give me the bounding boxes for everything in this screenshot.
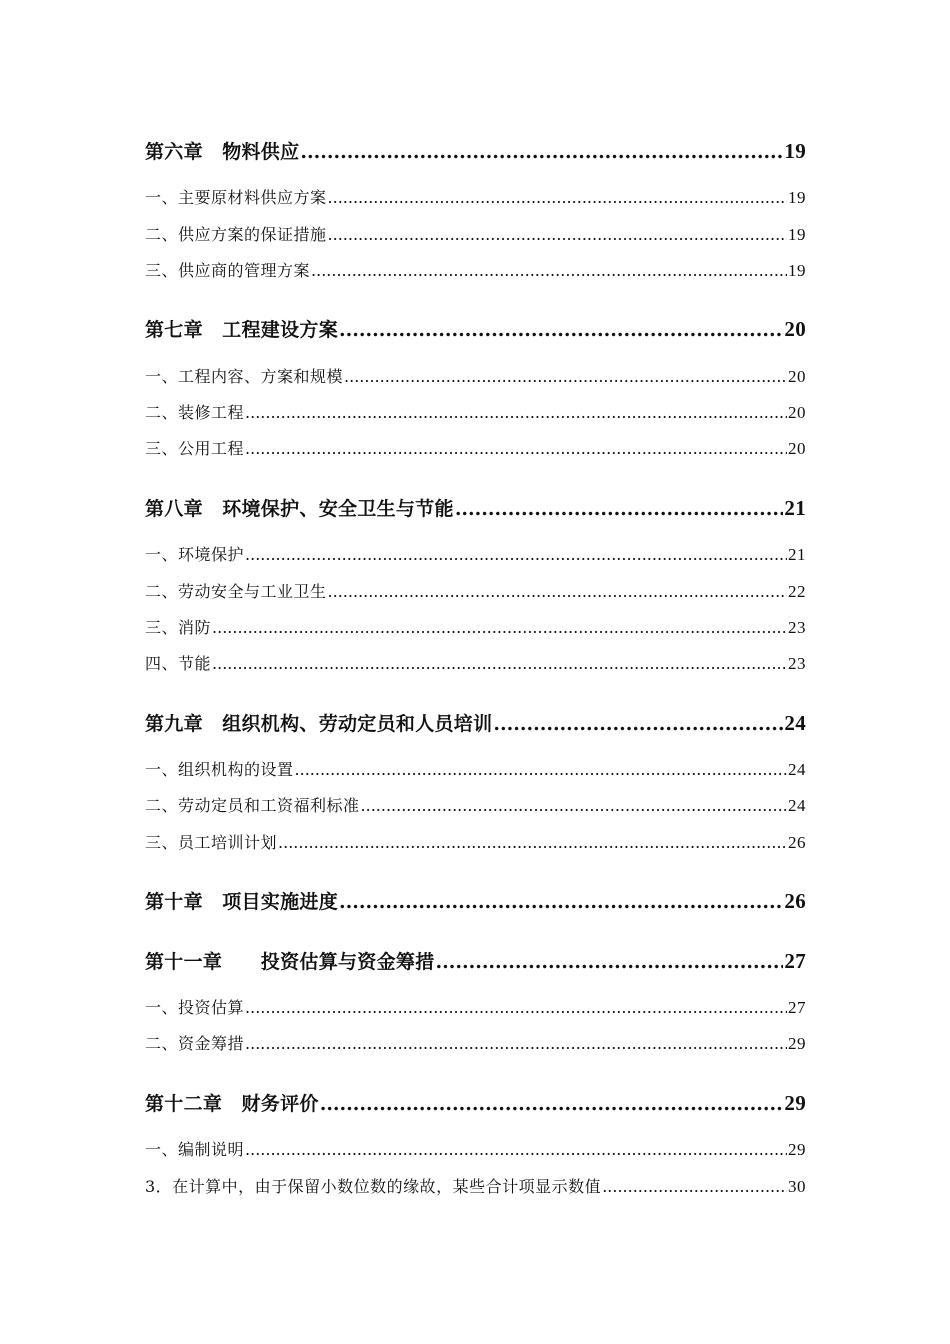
toc-section-entry[interactable]	[145, 830, 806, 853]
toc-entry-title: 第十二章 财务评价	[145, 1093, 319, 1115]
toc-page-number: 30	[788, 1177, 806, 1196]
toc-entry-title: 第六章 物料供应	[145, 141, 300, 163]
toc-page-number: 21	[788, 545, 806, 564]
toc-page-number: 24	[784, 711, 806, 735]
dot-leader	[300, 141, 783, 163]
toc-entry-title: 二、劳动定员和工资福利标准	[145, 796, 360, 815]
toc-page-number: 24	[788, 796, 806, 815]
dot-leader	[602, 1177, 787, 1196]
dot-leader	[320, 1093, 784, 1115]
toc-entry-title: 一、工程内容、方案和规模	[145, 367, 344, 386]
toc-entry-title: 三、消防	[145, 618, 212, 637]
dot-leader	[245, 998, 787, 1017]
toc-section-entry[interactable]	[145, 995, 806, 1018]
dot-leader	[295, 760, 787, 779]
dot-leader	[328, 188, 787, 207]
toc-section-entry[interactable]	[145, 400, 806, 423]
toc-section-entry[interactable]	[145, 615, 806, 638]
toc-section-entry[interactable]	[145, 793, 806, 816]
toc-entry-title: 二、资金筹措	[145, 1034, 245, 1053]
dot-leader	[339, 319, 783, 341]
toc-page-number: 27	[784, 949, 806, 973]
dot-leader	[245, 1140, 787, 1159]
toc-entry-title: 四、节能	[145, 654, 212, 673]
dot-leader	[344, 367, 787, 386]
dot-leader	[311, 261, 787, 280]
toc-chapter-entry[interactable]	[145, 887, 806, 914]
toc-entry-title: 一、组织机构的设置	[145, 760, 294, 779]
dot-leader	[212, 654, 787, 673]
toc-entry-title: 第十章 项目实施进度	[145, 891, 339, 913]
dot-leader	[339, 891, 783, 913]
toc-entry-title: 一、编制说明	[145, 1140, 245, 1159]
toc-page-number: 19	[784, 139, 806, 163]
toc-chapter-entry[interactable]	[145, 315, 806, 342]
toc-entry-title: 第八章 环境保护、安全卫生与节能	[145, 498, 454, 520]
toc-page-number: 29	[784, 1091, 806, 1115]
table-of-contents	[145, 0, 806, 1344]
dot-leader	[245, 545, 787, 564]
toc-entry-title: 三、供应商的管理方案	[145, 261, 311, 280]
toc-section-entry[interactable]	[145, 436, 806, 459]
toc-section-entry[interactable]	[145, 757, 806, 780]
dot-leader	[245, 1034, 787, 1053]
toc-entry-title: 三、员工培训计划	[145, 833, 278, 852]
toc-page-number: 20	[788, 439, 806, 458]
toc-chapter-entry[interactable]	[145, 1089, 806, 1116]
dot-leader	[328, 225, 787, 244]
toc-page-number: 20	[784, 317, 806, 341]
toc-page-number: 26	[784, 889, 806, 913]
toc-page-number: 20	[788, 403, 806, 422]
toc-entry-title: 一、环境保护	[145, 545, 245, 564]
toc-chapter-entry[interactable]	[145, 137, 806, 164]
toc-entry-title: 第七章 工程建设方案	[145, 319, 339, 341]
toc-entry-title: 二、劳动安全与工业卫生	[145, 582, 327, 601]
toc-page-number: 29	[788, 1034, 806, 1053]
toc-entry-title: 二、供应方案的保证措施	[145, 225, 327, 244]
toc-entry-title: 二、装修工程	[145, 403, 245, 422]
dot-leader	[361, 796, 787, 815]
toc-page-number: 20	[788, 367, 806, 386]
toc-entry-title: 一、投资估算	[145, 998, 245, 1017]
dot-leader	[245, 403, 787, 422]
toc-section-entry[interactable]	[145, 258, 806, 281]
toc-entry-title: 一、主要原材料供应方案	[145, 188, 327, 207]
toc-entry-title: 三、公用工程	[145, 439, 245, 458]
toc-page-number: 19	[788, 188, 806, 207]
toc-page-number: 24	[788, 760, 806, 779]
toc-page-number: 21	[784, 496, 806, 520]
dot-leader	[278, 833, 787, 852]
dot-leader	[245, 439, 787, 458]
toc-page-number: 26	[788, 833, 806, 852]
toc-section-entry[interactable]	[145, 185, 806, 208]
dot-leader	[328, 582, 787, 601]
toc-page-number: 23	[788, 618, 806, 637]
toc-section-entry[interactable]	[145, 542, 806, 565]
dot-leader	[436, 951, 784, 973]
toc-page-number: 19	[788, 225, 806, 244]
dot-leader	[212, 618, 787, 637]
toc-section-entry[interactable]	[145, 651, 806, 674]
toc-section-entry[interactable]	[145, 1137, 806, 1160]
toc-section-entry[interactable]	[145, 1174, 806, 1197]
toc-page-number: 27	[788, 998, 806, 1017]
toc-chapter-entry[interactable]	[145, 709, 806, 736]
toc-page-number: 29	[788, 1140, 806, 1159]
dot-leader	[493, 713, 783, 735]
toc-section-entry[interactable]	[145, 579, 806, 602]
toc-section-entry[interactable]	[145, 1031, 806, 1054]
toc-entry-title: 第九章 组织机构、劳动定员和人员培训	[145, 713, 493, 735]
toc-section-entry[interactable]	[145, 364, 806, 387]
dot-leader	[455, 498, 784, 520]
toc-page-number: 19	[788, 261, 806, 280]
toc-chapter-entry[interactable]	[145, 494, 806, 521]
toc-entry-title: 第十一章 投资估算与资金筹措	[145, 951, 435, 973]
toc-page-number: 22	[788, 582, 806, 601]
toc-page-number: 23	[788, 654, 806, 673]
toc-chapter-entry[interactable]	[145, 947, 806, 974]
toc-section-entry[interactable]	[145, 222, 806, 245]
toc-entry-title: 3．在计算中，由于保留小数位数的缘故，某些合计项显示数值	[145, 1177, 602, 1196]
